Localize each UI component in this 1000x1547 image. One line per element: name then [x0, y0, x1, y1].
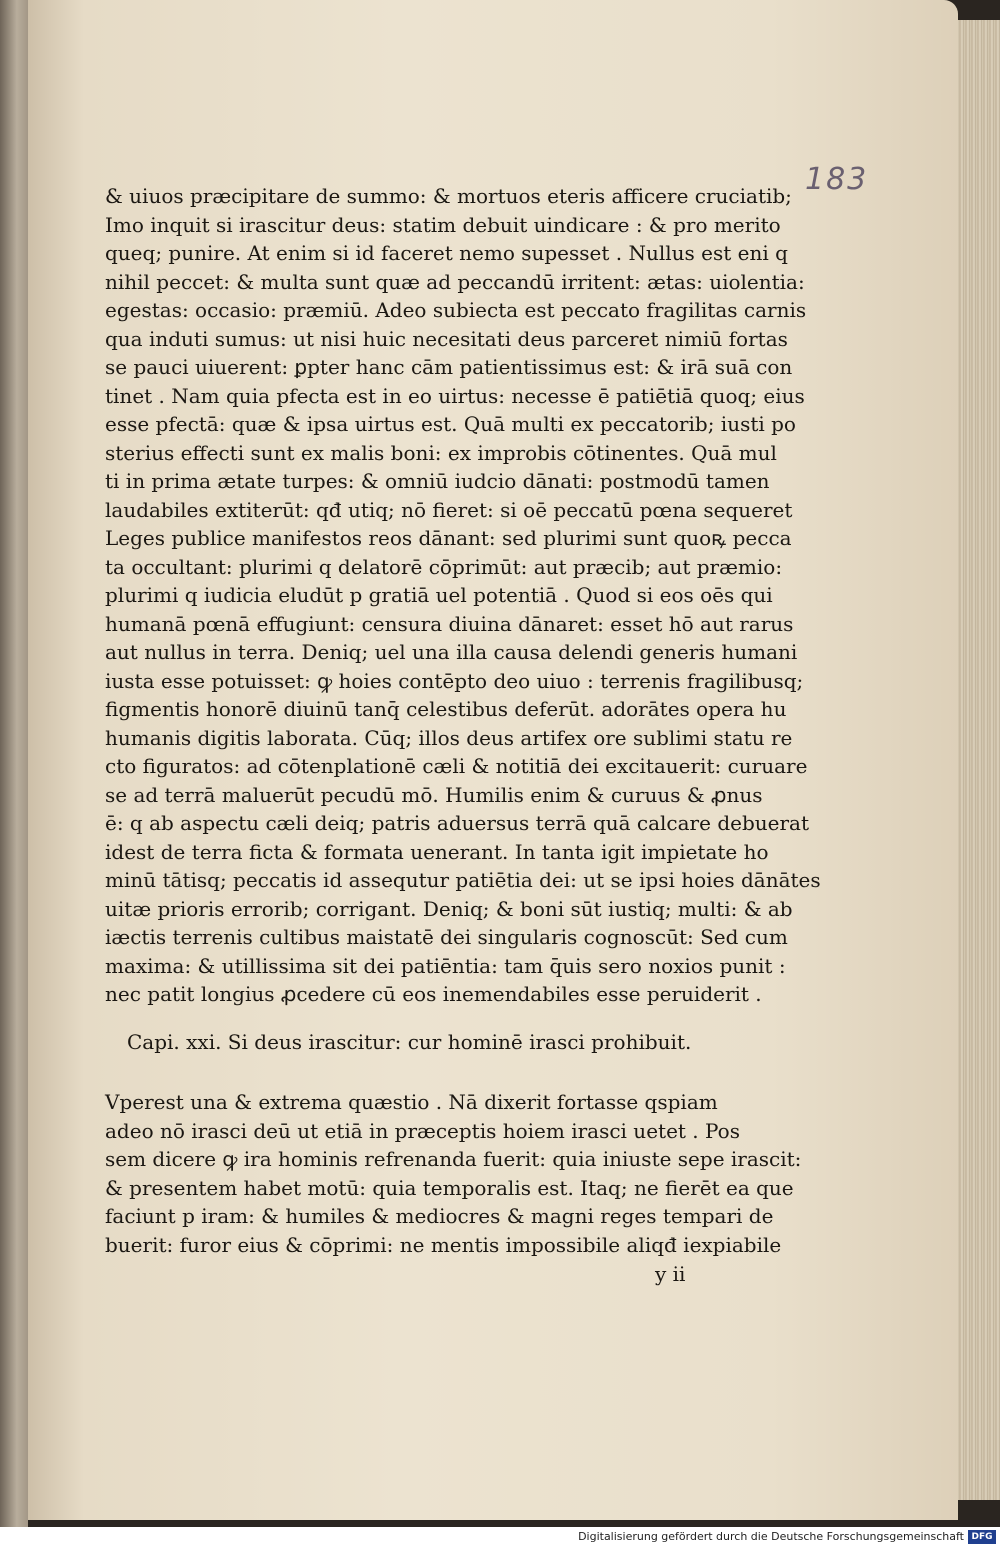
text-line: sem dicere ꝙ ira hominis refrenanda fuerit: quia iniuste sepe irascit:: [105, 1147, 802, 1171]
text-line: ti in prima ætate turpes: & omniū iudcio dānati: postmodū tamen: [105, 469, 770, 493]
text-line: iæctis terrenis cultibus maistatē dei singularis cognoscūt: Sed cum: [105, 925, 788, 949]
text-line: se ad terrā maluerūt pecudū mō. Humilis enim & curuus & ꝓnus: [105, 782, 763, 807]
text-line: tinet . Nam quia pfecta est in eo uirtus: necesse ē patiētiā quoq; eius: [105, 383, 805, 408]
text-line: & uiuos præcipitare de summo: & mortuos eteris afficere cruciatib;: [105, 184, 792, 208]
folio-number: 183: [805, 162, 869, 197]
text-line: & presentem habet motū: quia temporalis est. Itaq; ne fierēt ea que: [105, 1175, 794, 1200]
text-line: iusta esse potuisset: ꝙ hoies contēpto deo uiuo : terrenis fragilibusq;: [105, 668, 804, 693]
text-line: idest de terra ficta & formata uenerant. In tanta igit impietate ho: [105, 839, 769, 864]
text-line: laudabiles extiterūt: qđ utiq; nō fieret: si oē peccatū pœna sequeret: [105, 497, 793, 522]
text-line: figmentis honorē diuinū tanq̄ celestibus deferūt. adorātes opera hu: [105, 697, 787, 721]
text-line: se pauci uiuerent: ꝑpter hanc cām patientissimus est: & irā suā con: [105, 355, 793, 379]
text-line: cto figuratos: ad cōtenplationē cæli & notitiā dei excitauerit: curuare: [105, 754, 808, 778]
text-line: uitæ prioris errorib; corrigant. Deniq; & boni sūt iustiq; multi: & ab: [105, 896, 793, 921]
text-line: faciunt p iram: & humiles & mediocres & magni reges tempari de: [105, 1204, 774, 1228]
funding-credit: Digitalisierung gefördert durch die Deutsche Forschungsgemeinschaft: [578, 1530, 964, 1543]
text-line: egestas: occasio: præmiū. Adeo subiecta est peccato fragilitas carnis: [105, 298, 807, 322]
page-stack-edge: [958, 20, 1000, 1500]
text-line: plurimi q iudicia eludūt p gratiā uel potentiā . Quod si eos oēs qui: [105, 583, 773, 607]
text-line: adeo nō irasci deū ut etiā in præceptis hoiem irasci uetet . Pos: [105, 1118, 740, 1143]
text-line: Vperest una & extrema quæstio . Nā dixerit fortasse qspiam: [105, 1090, 718, 1114]
chapter-heading: Capi. xxi. Si deus irascitur: cur hominē irasci prohibuit.: [127, 1030, 692, 1054]
text-line: Leges publice manifestos reos dānant: sed plurimi sunt quoꝶ pecca: [105, 526, 792, 550]
signature-mark: y ii: [655, 1262, 686, 1286]
text-line: buerit: furor eius & cōprimi: ne mentis impossibile aliqđ iexpiabile: [105, 1232, 782, 1257]
text-line: qua induti sumus: ut nisi huic necesitati deus parceret nimiū fortas: [105, 326, 788, 351]
text-line: esse pfectā: quæ & ipsa uirtus est. Quā multi ex peccatorib; iusti po: [105, 412, 796, 436]
main-text-block: [105, 182, 821, 1009]
text-line: ē: q ab aspectu cæli deiq; patris aduersus terrā quā calcare debuerat: [105, 811, 809, 835]
footer-bar: [0, 1527, 1000, 1547]
text-line: sterius effecti sunt ex malis boni: ex improbis cōtinentes. Quā mul: [105, 440, 777, 465]
text-line: ta occultant: plurimi q delatorē cōprimūt: aut præcib; aut præmio:: [105, 554, 783, 579]
chapter-text-block: [105, 1088, 802, 1259]
text-line: aut nullus in terra. Deniq; uel una illa causa delendi generis humani: [105, 640, 798, 664]
text-line: humanis digitis laborata. Cūq; illos deus artifex ore sublimi statu re: [105, 725, 793, 750]
text-line: Imo inquit si irascitur deus: statim debuit uindicare : & pro merito: [105, 212, 781, 237]
text-line: nihil peccet: & multa sunt quæ ad peccandū irritent: ætas: uiolentia:: [105, 269, 805, 294]
dfg-logo-icon: DFG: [968, 1530, 996, 1544]
text-line: maxima: & utillissima sit dei patiēntia: tam q̄uis sero noxios punit :: [105, 953, 786, 978]
text-line: minū tātisq; peccatis id assequtur patiētia dei: ut se ipsi hoies dānātes: [105, 868, 821, 892]
facing-page-edge: [0, 0, 28, 1527]
text-line: nec patit longius ꝓcedere cū eos inemendabiles esse peruiderit .: [105, 982, 762, 1006]
text-line: humanā pœnā effugiunt: censura diuina dānaret: esset hō aut rarus: [105, 611, 794, 636]
text-line: queq; punire. At enim si id faceret nemo supesset . Nullus est eni q: [105, 241, 788, 265]
